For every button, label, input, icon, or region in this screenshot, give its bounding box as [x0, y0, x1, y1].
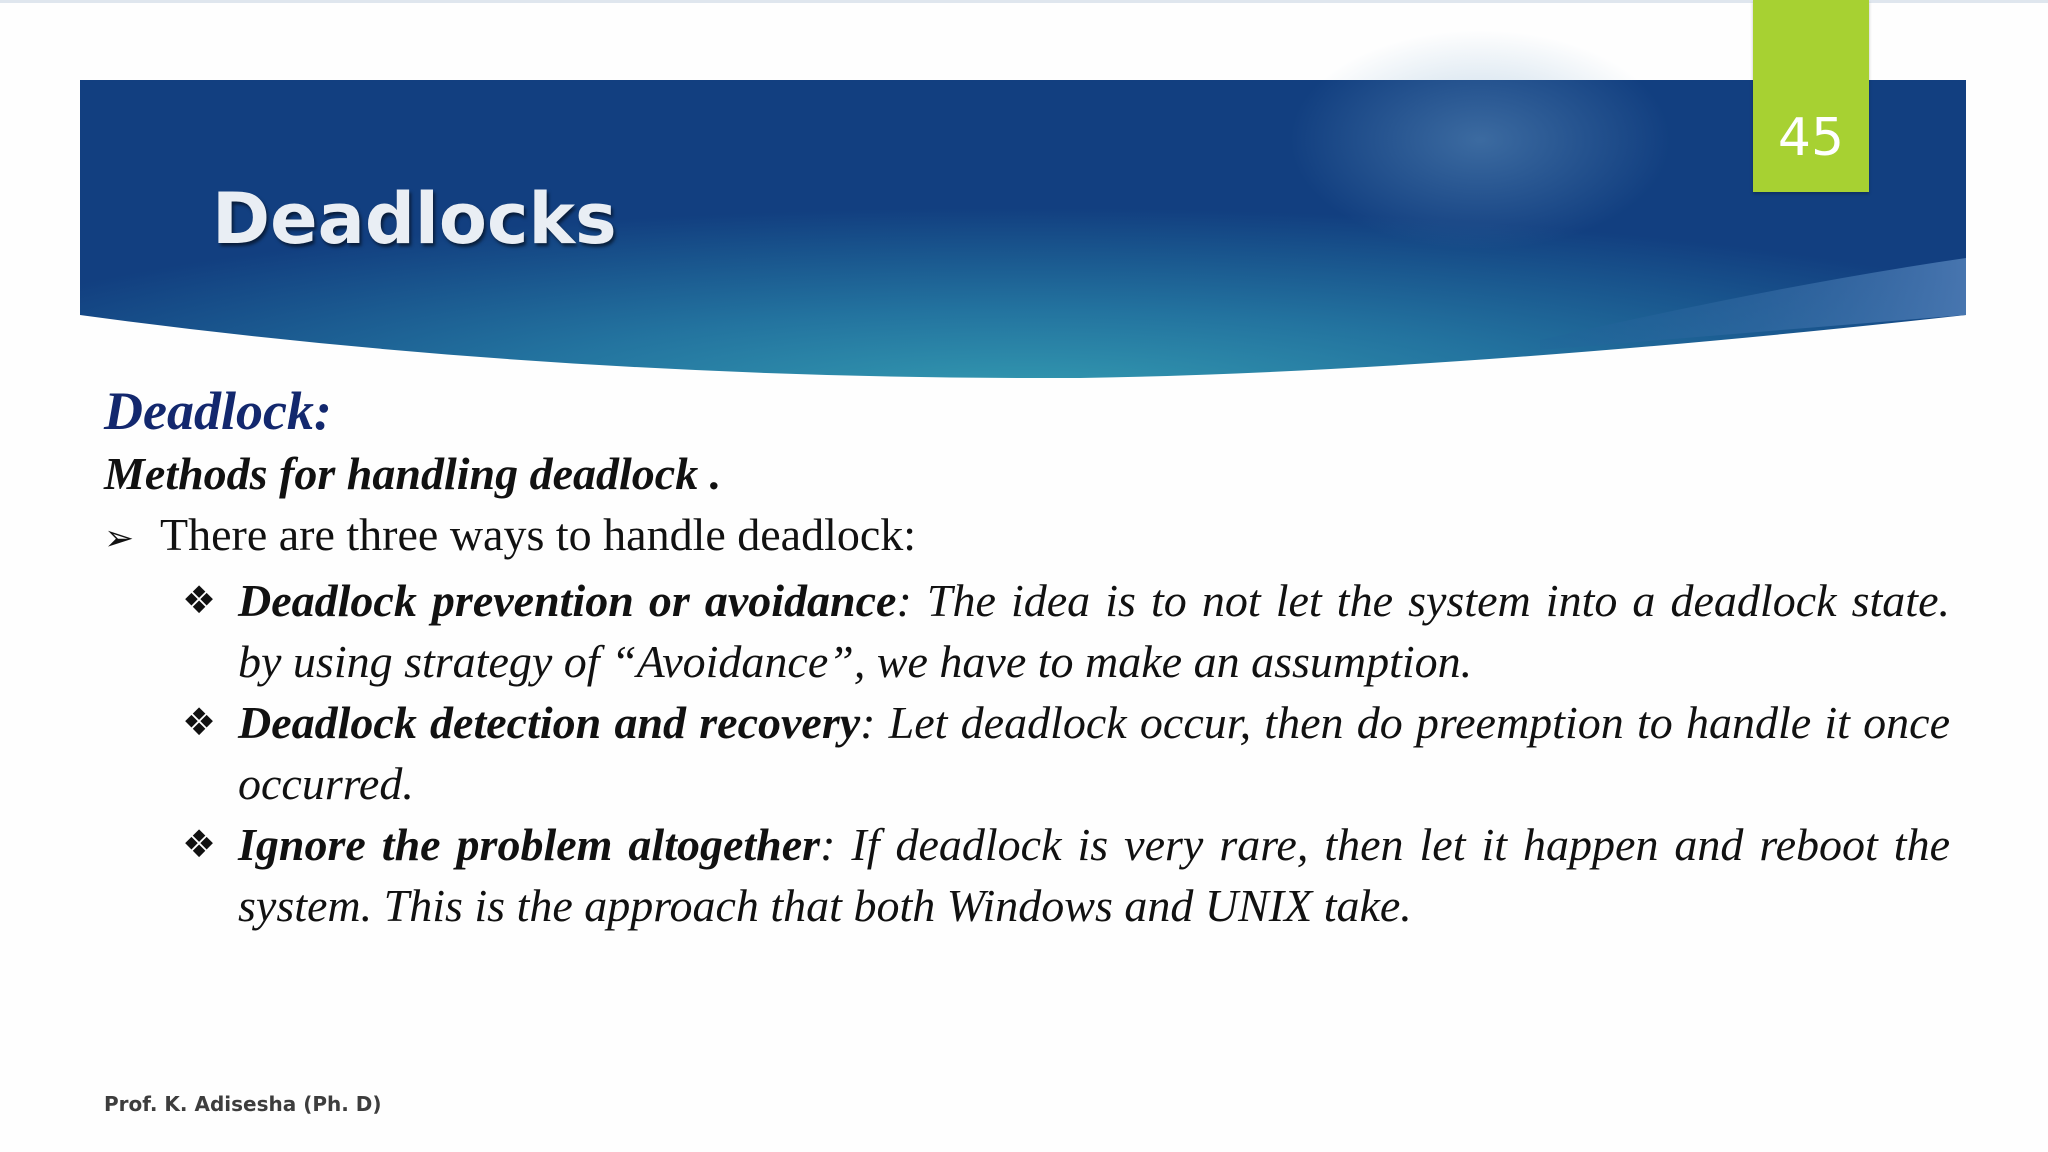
intro-text: There are three ways to handle deadlock:: [160, 509, 917, 560]
section-heading: Deadlock:: [104, 381, 332, 441]
page-number: 45: [1777, 108, 1845, 168]
diamond-bullet-icon: ❖: [182, 822, 217, 866]
page-number-badge: [1753, 0, 1869, 192]
slide-title: Deadlocks: [212, 178, 617, 260]
arrow-bullet-icon: ➢: [104, 518, 135, 559]
method-description: : Let deadlock occur, then do preemption to handle it once occurred.: [238, 697, 1950, 809]
method-term: Deadlock detection and recovery: [238, 697, 861, 748]
intro-point: [104, 504, 1950, 570]
diamond-bullet-icon: ❖: [182, 578, 217, 622]
method-description: : If deadlock is very rare, then let it happen and reboot the system. This is the approach that both Windows and UNIX take.: [238, 819, 1950, 931]
methods-list: [104, 570, 1950, 936]
method-term: Deadlock prevention or avoidance: [238, 575, 897, 626]
method-description: : The idea is to not let the system into a deadlock state. by using strategy of “Avoidance”, we have to make an assumption.: [238, 575, 1950, 687]
method-item-prevention: [182, 570, 1950, 692]
footer-author: Prof. K. Adisesha (Ph. D): [104, 1092, 382, 1116]
method-item-ignore: [182, 814, 1950, 936]
method-term: Ignore the problem altogether: [238, 819, 821, 870]
section-subheading: Methods for handling deadlock .: [104, 448, 722, 499]
diamond-bullet-icon: ❖: [182, 700, 217, 744]
slide-content: [104, 378, 1950, 936]
method-item-detection: [182, 692, 1950, 814]
